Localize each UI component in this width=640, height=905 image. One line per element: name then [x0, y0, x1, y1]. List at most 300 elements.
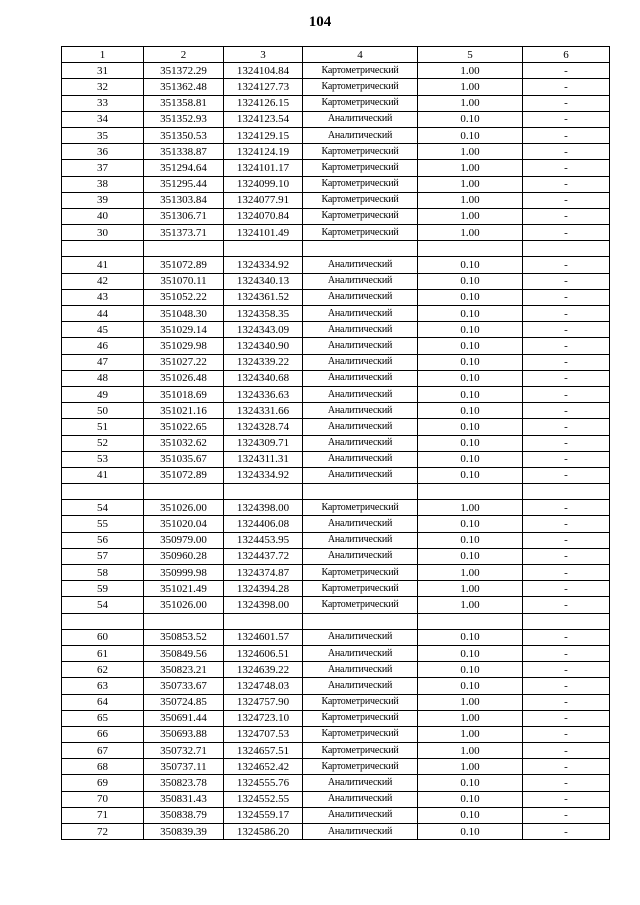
table-row: [62, 160, 610, 176]
y-coordinate-cell: 1324748.03: [224, 678, 303, 694]
point-number-cell: 49: [62, 386, 144, 402]
separator-row: [62, 241, 610, 257]
x-coordinate-cell: 350849.56: [144, 645, 224, 661]
x-coordinate-cell: [144, 484, 224, 500]
accuracy-cell: 0.10: [418, 273, 523, 289]
point-number-cell: 47: [62, 354, 144, 370]
method-cell: Аналитический: [303, 403, 418, 419]
point-number-cell: 63: [62, 678, 144, 694]
point-number-cell: 65: [62, 710, 144, 726]
note-cell: -: [523, 678, 610, 694]
x-coordinate-cell: 350737.11: [144, 759, 224, 775]
table-row: [62, 678, 610, 694]
accuracy-cell: 0.10: [418, 403, 523, 419]
accuracy-cell: 0.10: [418, 791, 523, 807]
x-coordinate-cell: 350693.88: [144, 726, 224, 742]
table-row: [62, 565, 610, 581]
point-number-cell: 37: [62, 160, 144, 176]
point-number-cell: 31: [62, 63, 144, 79]
accuracy-cell: 1.00: [418, 726, 523, 742]
method-cell: Аналитический: [303, 111, 418, 127]
accuracy-cell: 1.00: [418, 192, 523, 208]
point-number-cell: 52: [62, 435, 144, 451]
point-number-cell: 54: [62, 500, 144, 516]
note-cell: -: [523, 79, 610, 95]
note-cell: -: [523, 306, 610, 322]
method-cell: Картометрический: [303, 726, 418, 742]
point-number-cell: 35: [62, 127, 144, 143]
x-coordinate-cell: 351052.22: [144, 289, 224, 305]
note-cell: -: [523, 645, 610, 661]
y-coordinate-cell: 1324639.22: [224, 662, 303, 678]
accuracy-cell: 1.00: [418, 743, 523, 759]
accuracy-cell: [418, 484, 523, 500]
y-coordinate-cell: 1324552.55: [224, 791, 303, 807]
method-cell: Картометрический: [303, 95, 418, 111]
accuracy-cell: 0.10: [418, 111, 523, 127]
method-cell: Картометрический: [303, 192, 418, 208]
accuracy-cell: 0.10: [418, 678, 523, 694]
x-coordinate-cell: 350733.67: [144, 678, 224, 694]
separator-row: [62, 484, 610, 500]
note-cell: -: [523, 467, 610, 483]
point-number-cell: 56: [62, 532, 144, 548]
point-number-cell: 57: [62, 548, 144, 564]
y-coordinate-cell: 1324398.00: [224, 500, 303, 516]
note-cell: -: [523, 386, 610, 402]
coordinates-table: [61, 46, 610, 840]
x-coordinate-cell: 351026.00: [144, 500, 224, 516]
column-header-1: 1: [62, 47, 144, 63]
method-cell: Аналитический: [303, 435, 418, 451]
note-cell: -: [523, 565, 610, 581]
y-coordinate-cell: 1324077.91: [224, 192, 303, 208]
y-coordinate-cell: 1324104.84: [224, 63, 303, 79]
accuracy-cell: 1.00: [418, 95, 523, 111]
point-number-cell: 51: [62, 419, 144, 435]
method-cell: Картометрический: [303, 694, 418, 710]
method-cell: Аналитический: [303, 306, 418, 322]
point-number-cell: 62: [62, 662, 144, 678]
point-number-cell: 48: [62, 370, 144, 386]
y-coordinate-cell: 1324606.51: [224, 645, 303, 661]
y-coordinate-cell: [224, 613, 303, 629]
table-row: [62, 338, 610, 354]
table-row: [62, 386, 610, 402]
note-cell: -: [523, 629, 610, 645]
method-cell: Картометрический: [303, 581, 418, 597]
note-cell: -: [523, 807, 610, 823]
method-cell: Картометрический: [303, 144, 418, 160]
note-cell: -: [523, 694, 610, 710]
method-cell: Аналитический: [303, 791, 418, 807]
accuracy-cell: 0.10: [418, 322, 523, 338]
method-cell: Картометрический: [303, 79, 418, 95]
method-cell: Аналитический: [303, 678, 418, 694]
accuracy-cell: 1.00: [418, 176, 523, 192]
point-number-cell: 32: [62, 79, 144, 95]
table-row: [62, 516, 610, 532]
point-number-cell: 34: [62, 111, 144, 127]
y-coordinate-cell: 1324070.84: [224, 208, 303, 224]
y-coordinate-cell: 1324331.66: [224, 403, 303, 419]
accuracy-cell: 0.10: [418, 370, 523, 386]
note-cell: -: [523, 192, 610, 208]
table-row: [62, 581, 610, 597]
accuracy-cell: 0.10: [418, 289, 523, 305]
table-row: [62, 127, 610, 143]
note-cell: -: [523, 289, 610, 305]
note-cell: -: [523, 338, 610, 354]
method-cell: Аналитический: [303, 370, 418, 386]
x-coordinate-cell: 351306.71: [144, 208, 224, 224]
accuracy-cell: 0.10: [418, 354, 523, 370]
method-cell: Картометрический: [303, 208, 418, 224]
point-number-cell: 60: [62, 629, 144, 645]
x-coordinate-cell: [144, 613, 224, 629]
table-row: [62, 79, 610, 95]
x-coordinate-cell: 351350.53: [144, 127, 224, 143]
y-coordinate-cell: 1324657.51: [224, 743, 303, 759]
x-coordinate-cell: 351029.14: [144, 322, 224, 338]
method-cell: Картометрический: [303, 63, 418, 79]
y-coordinate-cell: 1324374.87: [224, 565, 303, 581]
accuracy-cell: [418, 613, 523, 629]
table-row: [62, 419, 610, 435]
table-row: [62, 111, 610, 127]
x-coordinate-cell: 351035.67: [144, 451, 224, 467]
table-row: [62, 306, 610, 322]
y-coordinate-cell: 1324340.68: [224, 370, 303, 386]
point-number-cell: 42: [62, 273, 144, 289]
table-body: [62, 63, 610, 840]
accuracy-cell: 1.00: [418, 710, 523, 726]
y-coordinate-cell: [224, 241, 303, 257]
method-cell: Аналитический: [303, 451, 418, 467]
method-cell: Аналитический: [303, 548, 418, 564]
note-cell: -: [523, 95, 610, 111]
point-number-cell: 36: [62, 144, 144, 160]
table-row: [62, 354, 610, 370]
table-row: [62, 322, 610, 338]
y-coordinate-cell: 1324311.31: [224, 451, 303, 467]
x-coordinate-cell: 351294.64: [144, 160, 224, 176]
table-row: [62, 645, 610, 661]
point-number-cell: 44: [62, 306, 144, 322]
note-cell: [523, 484, 610, 500]
point-number-cell: 43: [62, 289, 144, 305]
point-number-cell: 58: [62, 565, 144, 581]
method-cell: Аналитический: [303, 289, 418, 305]
method-cell: Аналитический: [303, 419, 418, 435]
note-cell: -: [523, 370, 610, 386]
accuracy-cell: 1.00: [418, 565, 523, 581]
table-row: [62, 289, 610, 305]
note-cell: -: [523, 743, 610, 759]
method-cell: Аналитический: [303, 354, 418, 370]
column-header-4: 4: [303, 47, 418, 63]
note-cell: -: [523, 208, 610, 224]
table-row: [62, 370, 610, 386]
table-row: [62, 63, 610, 79]
method-cell: [303, 484, 418, 500]
accuracy-cell: 1.00: [418, 79, 523, 95]
note-cell: -: [523, 111, 610, 127]
note-cell: -: [523, 791, 610, 807]
accuracy-cell: 0.10: [418, 516, 523, 532]
table-row: [62, 743, 610, 759]
point-number-cell: 53: [62, 451, 144, 467]
x-coordinate-cell: 350831.43: [144, 791, 224, 807]
x-coordinate-cell: 351021.49: [144, 581, 224, 597]
separator-row: [62, 613, 610, 629]
note-cell: -: [523, 176, 610, 192]
table-row: [62, 95, 610, 111]
y-coordinate-cell: 1324398.00: [224, 597, 303, 613]
note-cell: -: [523, 451, 610, 467]
accuracy-cell: 1.00: [418, 759, 523, 775]
point-number-cell: 41: [62, 257, 144, 273]
x-coordinate-cell: 350691.44: [144, 710, 224, 726]
y-coordinate-cell: 1324555.76: [224, 775, 303, 791]
note-cell: [523, 613, 610, 629]
accuracy-cell: 0.10: [418, 807, 523, 823]
x-coordinate-cell: 350724.85: [144, 694, 224, 710]
accuracy-cell: 1.00: [418, 208, 523, 224]
table-row: [62, 597, 610, 613]
x-coordinate-cell: 351362.48: [144, 79, 224, 95]
accuracy-cell: 0.10: [418, 338, 523, 354]
x-coordinate-cell: 350960.28: [144, 548, 224, 564]
point-number-cell: 59: [62, 581, 144, 597]
table-row: [62, 192, 610, 208]
x-coordinate-cell: 350999.98: [144, 565, 224, 581]
y-coordinate-cell: [224, 484, 303, 500]
table-row: [62, 176, 610, 192]
accuracy-cell: 0.10: [418, 419, 523, 435]
accuracy-cell: 1.00: [418, 63, 523, 79]
table-row: [62, 775, 610, 791]
table-row: [62, 548, 610, 564]
accuracy-cell: 1.00: [418, 144, 523, 160]
method-cell: Аналитический: [303, 338, 418, 354]
note-cell: -: [523, 257, 610, 273]
column-header-2: 2: [144, 47, 224, 63]
note-cell: -: [523, 710, 610, 726]
point-number-cell: 66: [62, 726, 144, 742]
note-cell: -: [523, 532, 610, 548]
y-coordinate-cell: 1324127.73: [224, 79, 303, 95]
note-cell: -: [523, 500, 610, 516]
note-cell: -: [523, 127, 610, 143]
y-coordinate-cell: 1324099.10: [224, 176, 303, 192]
accuracy-cell: [418, 241, 523, 257]
accuracy-cell: 0.10: [418, 548, 523, 564]
method-cell: Аналитический: [303, 322, 418, 338]
note-cell: -: [523, 273, 610, 289]
note-cell: -: [523, 403, 610, 419]
accuracy-cell: 1.00: [418, 597, 523, 613]
x-coordinate-cell: 350838.79: [144, 807, 224, 823]
note-cell: -: [523, 662, 610, 678]
y-coordinate-cell: 1324406.08: [224, 516, 303, 532]
y-coordinate-cell: 1324129.15: [224, 127, 303, 143]
x-coordinate-cell: 351072.89: [144, 257, 224, 273]
point-number-cell: 46: [62, 338, 144, 354]
header-row: [62, 47, 610, 63]
y-coordinate-cell: 1324334.92: [224, 467, 303, 483]
note-cell: -: [523, 144, 610, 160]
point-number-cell: 40: [62, 208, 144, 224]
method-cell: Аналитический: [303, 645, 418, 661]
x-coordinate-cell: 351026.00: [144, 597, 224, 613]
note-cell: -: [523, 824, 610, 840]
x-coordinate-cell: 350732.71: [144, 743, 224, 759]
point-number-cell: 41: [62, 467, 144, 483]
table-row: [62, 257, 610, 273]
method-cell: Аналитический: [303, 386, 418, 402]
note-cell: -: [523, 775, 610, 791]
method-cell: Картометрический: [303, 710, 418, 726]
y-coordinate-cell: 1324707.53: [224, 726, 303, 742]
table-row: [62, 726, 610, 742]
x-coordinate-cell: 351027.22: [144, 354, 224, 370]
accuracy-cell: 0.10: [418, 467, 523, 483]
point-number-cell: 30: [62, 225, 144, 241]
accuracy-cell: 0.10: [418, 629, 523, 645]
accuracy-cell: 1.00: [418, 160, 523, 176]
x-coordinate-cell: [144, 241, 224, 257]
method-cell: Аналитический: [303, 824, 418, 840]
table-row: [62, 225, 610, 241]
method-cell: Аналитический: [303, 629, 418, 645]
point-number-cell: 39: [62, 192, 144, 208]
x-coordinate-cell: 351048.30: [144, 306, 224, 322]
method-cell: Картометрический: [303, 597, 418, 613]
note-cell: -: [523, 581, 610, 597]
y-coordinate-cell: 1324723.10: [224, 710, 303, 726]
x-coordinate-cell: 350839.39: [144, 824, 224, 840]
x-coordinate-cell: 351303.84: [144, 192, 224, 208]
point-number-cell: [62, 484, 144, 500]
note-cell: -: [523, 354, 610, 370]
table-row: [62, 467, 610, 483]
y-coordinate-cell: 1324101.17: [224, 160, 303, 176]
column-header-5: 5: [418, 47, 523, 63]
x-coordinate-cell: 351373.71: [144, 225, 224, 241]
point-number-cell: 68: [62, 759, 144, 775]
note-cell: -: [523, 225, 610, 241]
method-cell: Картометрический: [303, 225, 418, 241]
y-coordinate-cell: 1324559.17: [224, 807, 303, 823]
accuracy-cell: 0.10: [418, 386, 523, 402]
method-cell: Картометрический: [303, 565, 418, 581]
note-cell: -: [523, 160, 610, 176]
point-number-cell: 55: [62, 516, 144, 532]
y-coordinate-cell: 1324343.09: [224, 322, 303, 338]
point-number-cell: [62, 241, 144, 257]
table-row: [62, 144, 610, 160]
method-cell: Аналитический: [303, 257, 418, 273]
table-row: [62, 273, 610, 289]
method-cell: [303, 241, 418, 257]
y-coordinate-cell: 1324336.63: [224, 386, 303, 402]
point-number-cell: 33: [62, 95, 144, 111]
y-coordinate-cell: 1324309.71: [224, 435, 303, 451]
note-cell: -: [523, 419, 610, 435]
point-number-cell: 54: [62, 597, 144, 613]
y-coordinate-cell: 1324339.22: [224, 354, 303, 370]
table-row: [62, 824, 610, 840]
table-row: [62, 435, 610, 451]
table-row: [62, 532, 610, 548]
accuracy-cell: 0.10: [418, 435, 523, 451]
accuracy-cell: 0.10: [418, 306, 523, 322]
accuracy-cell: 1.00: [418, 225, 523, 241]
point-number-cell: 45: [62, 322, 144, 338]
y-coordinate-cell: 1324328.74: [224, 419, 303, 435]
method-cell: Аналитический: [303, 467, 418, 483]
y-coordinate-cell: 1324358.35: [224, 306, 303, 322]
point-number-cell: 69: [62, 775, 144, 791]
accuracy-cell: 0.10: [418, 824, 523, 840]
note-cell: -: [523, 435, 610, 451]
method-cell: Картометрический: [303, 176, 418, 192]
column-header-3: 3: [224, 47, 303, 63]
method-cell: Аналитический: [303, 127, 418, 143]
method-cell: Картометрический: [303, 759, 418, 775]
point-number-cell: 50: [62, 403, 144, 419]
y-coordinate-cell: 1324437.72: [224, 548, 303, 564]
point-number-cell: 70: [62, 791, 144, 807]
x-coordinate-cell: 351358.81: [144, 95, 224, 111]
y-coordinate-cell: 1324757.90: [224, 694, 303, 710]
x-coordinate-cell: 351072.89: [144, 467, 224, 483]
method-cell: Аналитический: [303, 516, 418, 532]
method-cell: [303, 613, 418, 629]
y-coordinate-cell: 1324453.95: [224, 532, 303, 548]
method-cell: Картометрический: [303, 160, 418, 176]
x-coordinate-cell: 351018.69: [144, 386, 224, 402]
point-number-cell: 64: [62, 694, 144, 710]
y-coordinate-cell: 1324124.19: [224, 144, 303, 160]
accuracy-cell: 0.10: [418, 451, 523, 467]
y-coordinate-cell: 1324334.92: [224, 257, 303, 273]
point-number-cell: 72: [62, 824, 144, 840]
table-row: [62, 629, 610, 645]
accuracy-cell: 0.10: [418, 662, 523, 678]
x-coordinate-cell: 351070.11: [144, 273, 224, 289]
table-row: [62, 807, 610, 823]
accuracy-cell: 0.10: [418, 775, 523, 791]
x-coordinate-cell: 351338.87: [144, 144, 224, 160]
y-coordinate-cell: 1324101.49: [224, 225, 303, 241]
point-number-cell: 61: [62, 645, 144, 661]
point-number-cell: 38: [62, 176, 144, 192]
table-row: [62, 791, 610, 807]
y-coordinate-cell: 1324123.54: [224, 111, 303, 127]
x-coordinate-cell: 351022.65: [144, 419, 224, 435]
note-cell: -: [523, 597, 610, 613]
method-cell: Аналитический: [303, 532, 418, 548]
method-cell: Аналитический: [303, 662, 418, 678]
x-coordinate-cell: 351295.44: [144, 176, 224, 192]
method-cell: Аналитический: [303, 807, 418, 823]
y-coordinate-cell: 1324586.20: [224, 824, 303, 840]
note-cell: -: [523, 63, 610, 79]
accuracy-cell: 0.10: [418, 532, 523, 548]
method-cell: Картометрический: [303, 743, 418, 759]
